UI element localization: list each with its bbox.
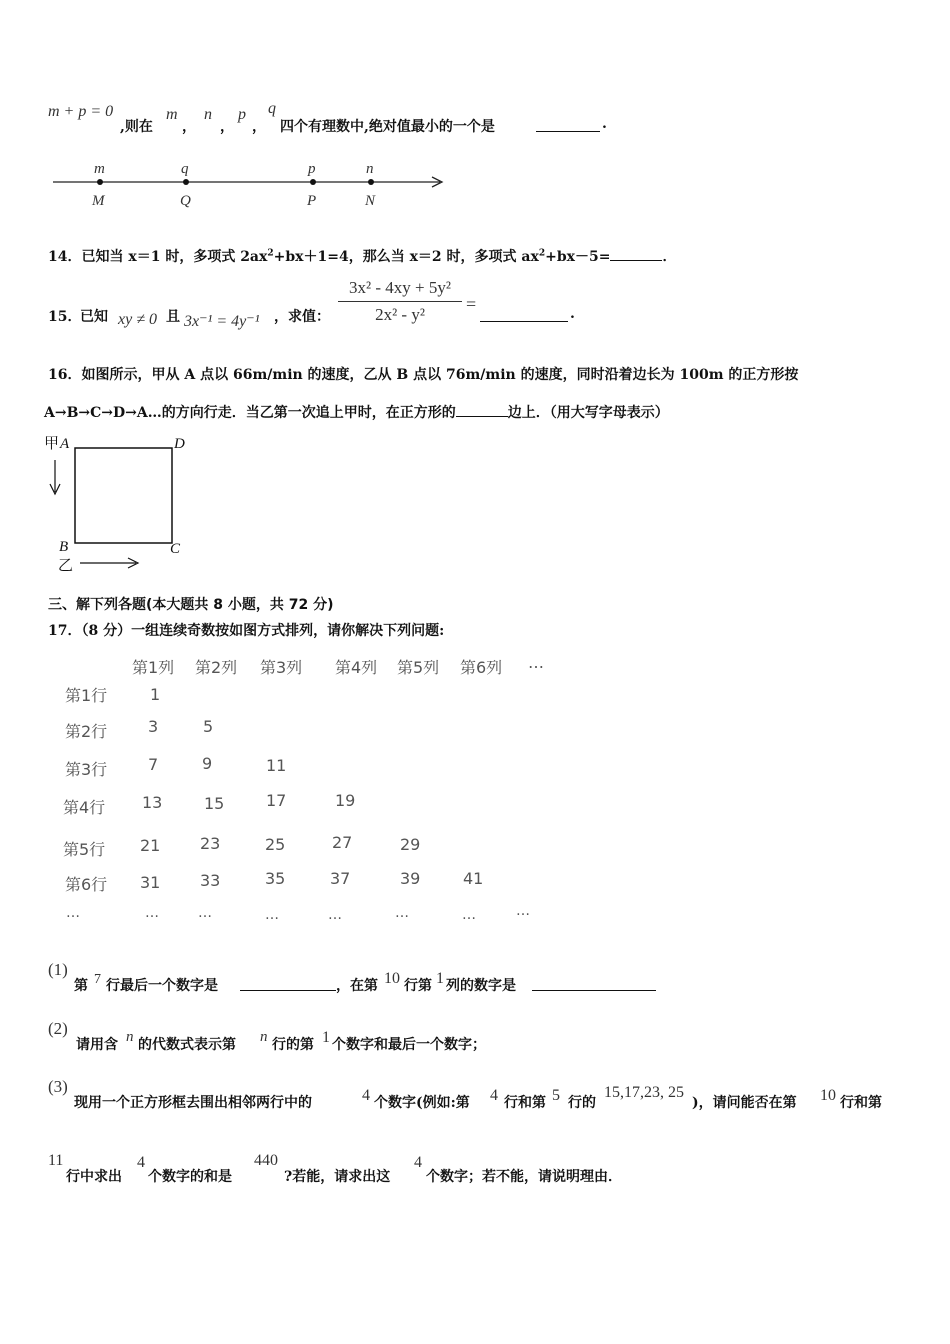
part3-i: ?若能，请求出这 (284, 1169, 391, 1185)
col-header-6: 第6列 (460, 658, 503, 677)
part3-r11: 11 (48, 1152, 64, 1169)
cell-r6-c3: 35 (265, 869, 286, 888)
row-label-1: 第1行 (65, 686, 108, 705)
cell-r5-c4: 27 (332, 833, 353, 852)
part2-index: (2) (48, 1019, 68, 1038)
part1-c: ，在第 (336, 978, 378, 994)
col-header-3: 第3列 (260, 658, 303, 677)
label-q: q (181, 161, 189, 177)
q15-number: 15． (48, 309, 82, 325)
q13-comma-1: ， (182, 119, 196, 135)
part3-four3: 4 (414, 1154, 422, 1171)
q13-comma-3: ， (252, 119, 266, 135)
part3-f: 行和第 (840, 1095, 882, 1111)
q13-period: . (602, 116, 607, 132)
q13-var-p: p (238, 106, 246, 123)
q17-header: 17．（8 分）一组连续奇数按如图方式排列，请你解决下列问题: (48, 623, 445, 639)
q16-text2b: 边上．（用大写字母表示） (507, 405, 669, 421)
label-n: n (366, 161, 374, 177)
part1-index: (1) (48, 960, 68, 979)
cell-r6-c1: 31 (140, 873, 161, 892)
label-P: P (307, 193, 317, 209)
row-label-6: 第6行 (65, 875, 108, 894)
q15-equals: = (466, 294, 477, 314)
q13-var-m: m (166, 106, 178, 123)
part2-a: 请用含 (76, 1037, 118, 1053)
odd-number-table (60, 655, 560, 935)
label-C: C (170, 541, 181, 557)
q15-period: . (570, 306, 575, 322)
col-header-4: 第4列 (335, 658, 378, 677)
label-A: A (60, 436, 70, 452)
q13-text: 四个有理数中,绝对值最小的一个是 (280, 119, 495, 135)
part3-b: 个数字(例如:第 (374, 1095, 470, 1111)
cell-r5-c2: 23 (200, 834, 221, 853)
part1-blank2 (532, 976, 656, 991)
label-jia: 甲 (44, 434, 60, 452)
q15-fraction (338, 278, 462, 325)
col-header-ellipsis: … (528, 653, 544, 672)
dots-7: … (462, 907, 476, 923)
part3-a: 现用一个正方形框去围出相邻两行中的 (74, 1095, 312, 1111)
part1-n7: 7 (94, 972, 101, 987)
q13-comma-2: ， (220, 119, 234, 135)
part3-d: 行的 (568, 1095, 596, 1111)
cell-r6-c2: 33 (200, 871, 221, 890)
label-D: D (174, 436, 185, 452)
cell-r5-c5: 29 (400, 835, 421, 854)
q14-sup2: 2 (538, 248, 546, 259)
part1-e: 列的数字是 (446, 978, 516, 994)
part3-c: 行和第 (504, 1095, 546, 1111)
cell-r3-c2: 9 (202, 754, 213, 773)
dots-8: … (516, 903, 530, 919)
col-header-5: 第5列 (397, 658, 440, 677)
cell-r6-c6: 41 (463, 869, 484, 888)
part1-b: 行最后一个数字是 (106, 978, 218, 994)
dots-4: … (265, 907, 279, 923)
cell-r3-c1: 7 (148, 755, 159, 774)
point-M (97, 179, 103, 185)
q13-then: ,则在 (120, 119, 153, 135)
point-N (368, 179, 374, 185)
part3-h: 个数字的和是 (148, 1169, 232, 1185)
row-label-4: 第4行 (63, 798, 106, 817)
part3-r10: 10 (820, 1087, 836, 1104)
dots-2: … (145, 905, 159, 921)
cell-r2-c2: 5 (203, 717, 214, 736)
section-3-title: 三、解下列各题(本大题共 8 小题，共 72 分) (48, 597, 334, 613)
cell-r3-c3: 11 (266, 756, 287, 775)
label-yi: 乙 (58, 556, 74, 574)
part2-c: 行的第 (272, 1037, 314, 1053)
part3-four2: 4 (137, 1154, 145, 1171)
cell-r4-c4: 19 (335, 791, 356, 810)
cell-r2-c1: 3 (148, 717, 159, 736)
q15-and: 且 (166, 309, 180, 325)
label-N: N (365, 193, 376, 209)
q14-line (48, 246, 676, 266)
dots-5: … (328, 907, 342, 923)
part3-index: (3) (48, 1077, 68, 1096)
part3-e: )，请问能否在第 (692, 1095, 797, 1111)
part1-n10: 10 (384, 970, 400, 987)
part2-one: 1 (322, 1029, 330, 1046)
dots-3: … (198, 905, 212, 921)
part2-b: 的代数式表示第 (138, 1037, 236, 1053)
label-m: m (94, 161, 105, 177)
q16-line2 (44, 402, 669, 422)
point-P (310, 179, 316, 185)
part3-example: 15,17,23, 25 (604, 1084, 684, 1101)
row-label-2: 第2行 (65, 722, 108, 741)
cell-r1-c1: 1 (150, 685, 161, 704)
cell-r6-c4: 37 (330, 869, 351, 888)
part3-four: 4 (362, 1087, 370, 1104)
col-header-1: 第1列 (132, 658, 175, 677)
q16-number: 16． (48, 367, 82, 383)
q15-condition2: 3x⁻¹ = 4y⁻¹ (184, 313, 260, 330)
q16-line1 (48, 364, 798, 384)
q15-known: 已知 (80, 309, 108, 325)
point-Q (183, 179, 189, 185)
number-line-figure (45, 155, 455, 215)
q15-denominator: 2x² - y² (375, 305, 425, 324)
dots-1: … (66, 905, 80, 921)
q17-part3-line2 (48, 1152, 748, 1188)
q15-ask: ，求值： (274, 309, 330, 325)
q15-line (48, 278, 608, 338)
part3-sum: 440 (254, 1152, 278, 1169)
cell-r5-c3: 25 (265, 835, 286, 854)
col-header-2: 第2列 (195, 658, 238, 677)
part1-a: 第 (74, 978, 88, 994)
part2-n2: n (260, 1029, 268, 1045)
part3-g: 行中求出 (66, 1169, 122, 1185)
q14-part3: +bx－5= (545, 249, 611, 265)
q13-line (48, 100, 628, 134)
q17-part2 (48, 1019, 608, 1055)
row-label-5: 第5行 (63, 840, 106, 859)
part3-j: 个数字；若不能，请说明理由． (426, 1169, 622, 1185)
q14-period: ． (662, 249, 677, 265)
q13-var-n: n (204, 106, 212, 123)
q15-answer-blank (480, 307, 568, 322)
cell-r5-c1: 21 (140, 836, 161, 855)
square-figure (40, 430, 200, 578)
label-B: B (59, 539, 69, 555)
cell-r4-c3: 17 (266, 791, 287, 810)
row-label-3: 第3行 (65, 760, 108, 779)
q17-part1 (48, 960, 688, 996)
part1-blank1 (240, 976, 336, 991)
q13-var-q: q (268, 100, 276, 117)
part2-d: 个数字和最后一个数字； (332, 1037, 486, 1053)
cell-r6-c5: 39 (400, 869, 421, 888)
q15-numerator: 3x² - 4xy + 5y² (338, 278, 462, 302)
q16-text2a: A→B→C→D→A…的方向行走．当乙第一次追上甲时，在正方形的 (44, 405, 456, 421)
q14-sup1: 2 (267, 248, 274, 259)
label-M: M (92, 193, 105, 209)
q16-text1: 如图所示，甲从 A 点以 66m/min 的速度，乙从 B 点以 76m/min 的速度，同时沿着边长为 100m 的正方形按 (81, 367, 799, 383)
q14-answer-blank (610, 248, 662, 261)
q13-condition: m + p = 0 (48, 103, 114, 120)
label-Q: Q (180, 193, 191, 209)
part1-n1: 1 (436, 970, 444, 987)
part3-r5: 5 (552, 1087, 560, 1104)
q14-number: 14． (48, 249, 82, 265)
q13-answer-blank (536, 117, 600, 132)
label-p: p (308, 161, 316, 177)
q15-condition1: xy ≠ 0 (118, 311, 157, 328)
q16-answer-blank (456, 404, 508, 417)
q14-part1: 已知当 x＝1 时，多项式 2ax (81, 249, 268, 265)
q17-part3-line1 (48, 1077, 908, 1113)
part1-d: 行第 (404, 978, 432, 994)
cell-r4-c2: 15 (204, 794, 225, 813)
part2-n: n (126, 1029, 134, 1045)
dots-6: … (395, 905, 409, 921)
q14-part2: +bx＋1=4，那么当 x＝2 时，多项式 ax (273, 249, 539, 265)
part3-r4: 4 (490, 1087, 498, 1104)
square (75, 448, 172, 543)
cell-r4-c1: 13 (142, 793, 163, 812)
